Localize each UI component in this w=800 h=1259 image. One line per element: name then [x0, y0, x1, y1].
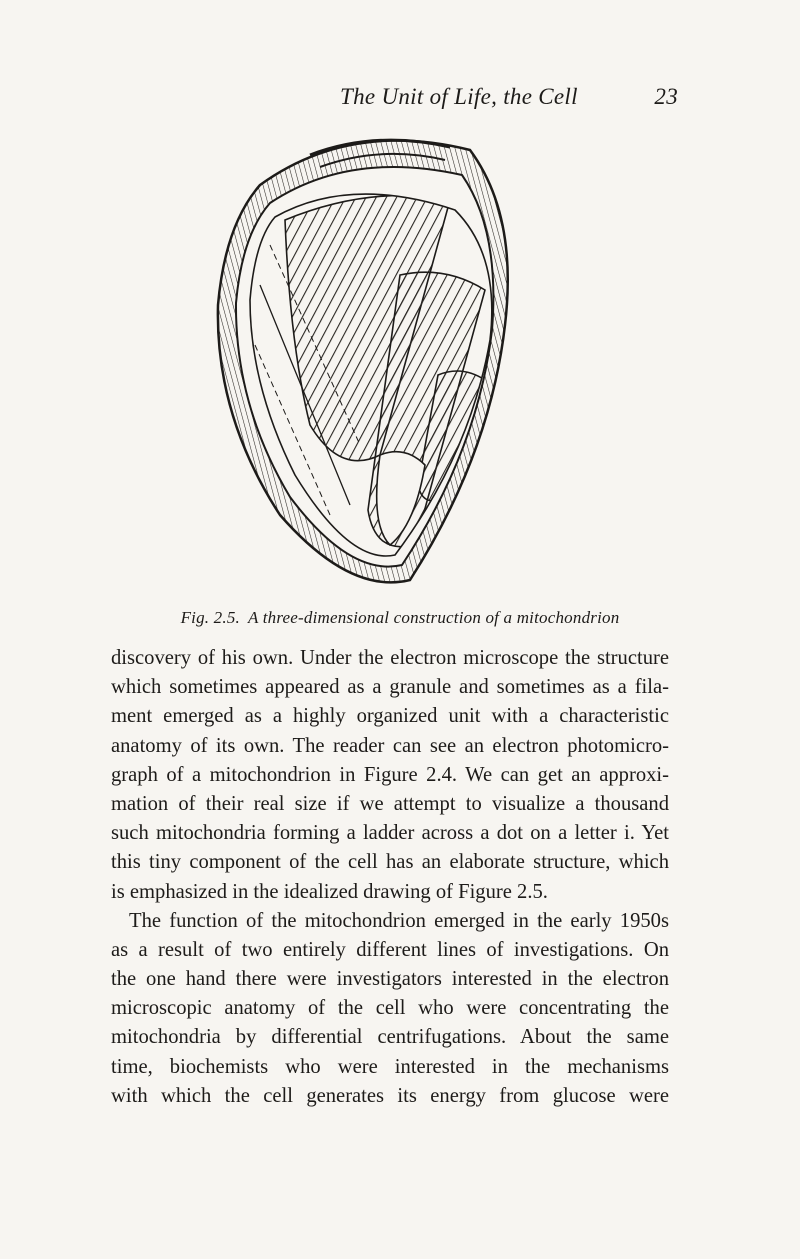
running-head [340, 84, 680, 118]
text-line: anatomy of its own. The reader can see an electron photomicro- [111, 734, 669, 757]
text-line: ment emerged as a highly organized unit with a characteristic [111, 705, 669, 728]
text-line: mitochondria by differential centrifugations. About the same [111, 1026, 669, 1049]
page-number: 23 [654, 84, 678, 109]
figure-caption [0, 608, 800, 628]
text-line: The function of the mitochondrion emerged in the early 1950s [129, 909, 669, 932]
text-line: this tiny component of the cell has an elaborate structure, which [111, 851, 669, 874]
text-line: with which the cell generates its energy from glucose were [111, 1084, 669, 1107]
figure-caption-label: Fig. 2.5. [180, 608, 240, 627]
text-line: the one hand there were investigators interested in the electron [111, 968, 669, 991]
body-text [111, 644, 669, 1111]
text-line: as a result of two entirely different lines of investigations. On [111, 938, 669, 961]
figure-caption-text: A three-dimensional construction of a mitochondrion [248, 608, 620, 627]
text-line: is emphasized in the idealized drawing of Figure 2.5. [111, 880, 548, 903]
text-line: discovery of his own. Under the electron microscope the structure [111, 647, 669, 669]
text-line: which sometimes appeared as a granule and sometimes as a fila- [111, 676, 669, 699]
text-line: microscopic anatomy of the cell who were concentrating the [111, 997, 669, 1020]
text-line: time, biochemists who were interested in the mechanisms [111, 1055, 669, 1078]
text-line: mation of their real size if we attempt to visualize a thousand [111, 792, 669, 815]
mitochondrion-drawing [200, 125, 520, 595]
running-head-title: The Unit of Life, the Cell [340, 84, 578, 109]
text-line: such mitochondria forming a ladder across a dot on a letter i. Yet [111, 822, 669, 845]
mitochondrion-figure [200, 125, 520, 595]
text-line: graph of a mitochondrion in Figure 2.4. We can get an approxi- [111, 763, 669, 786]
